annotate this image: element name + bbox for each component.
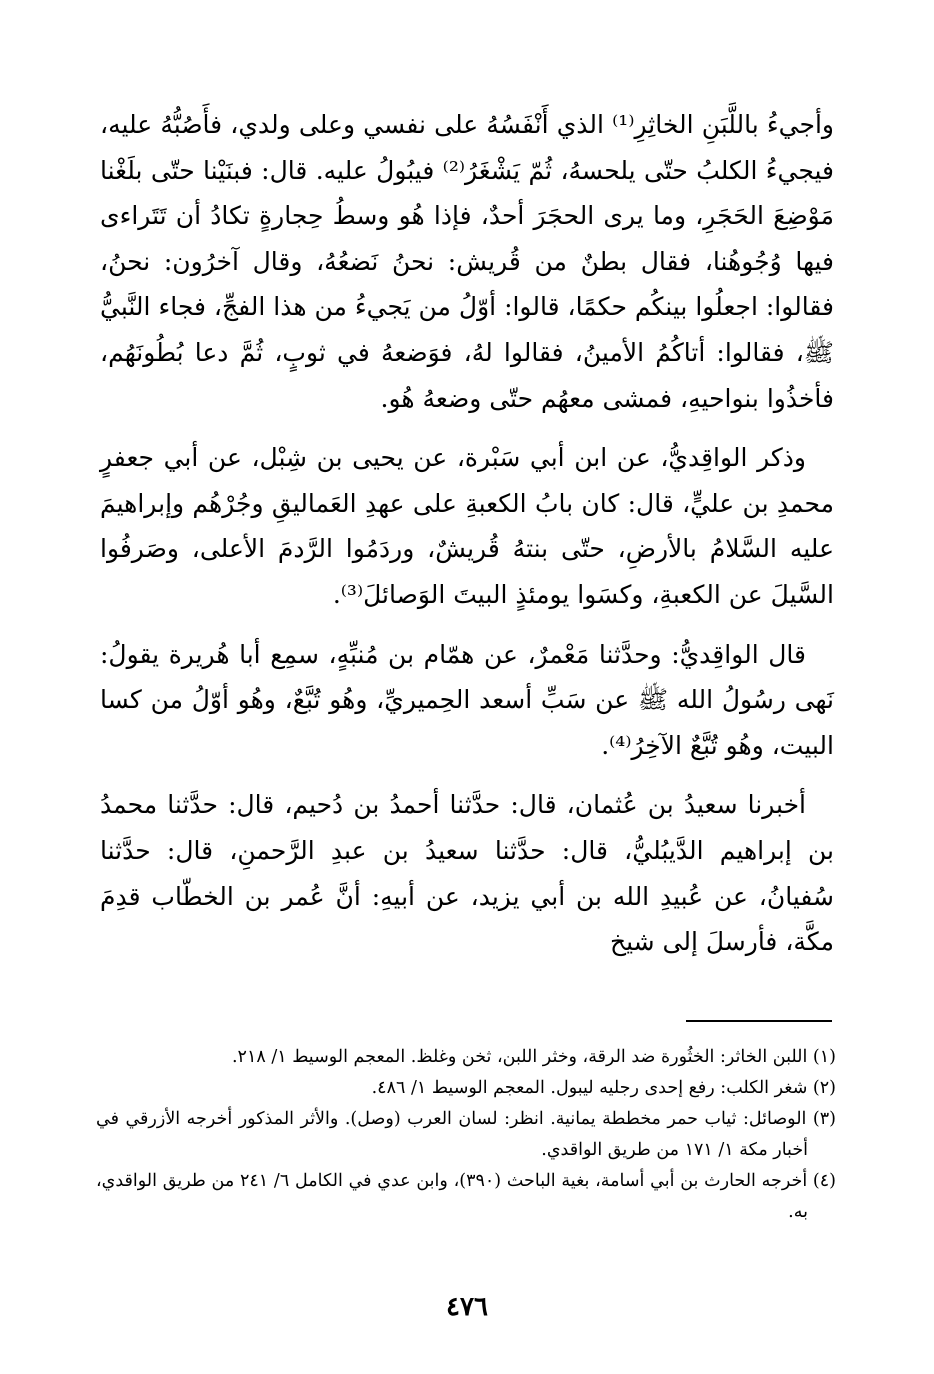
footnote-1: (١) اللبن الخاثر: الخثُورة ضد الرقة، وخثر اللبن، ثخن وغلظ. المعجم الوسيط ١/ ٢١٨.	[231, 1047, 836, 1067]
footnote-3: (٣) الوصائل: ثياب حمر مخططة يمانية. انظر: لسان العرب (وصل). والأثر المذكور أخرجه الأزرقي في أخبار مكة ١/ ١٧١ من طريق الواقدي.	[96, 1109, 836, 1160]
paragraph-2: وذكر الواقِديُّ، عن ابن أبي سَبْرة، عن يحيى بن شِبْل، عن أبي جعفرٍ محمدِ بن عليٍّ، قال: كان بابُ الكعبةِ على عهدِ العَماليقِ وجُرْهُم وإبراهيمَ عليه السَّلامُ بالأرضِ، حتّى بنتهُ قُريشٌ، وردَمُوا الرَّدمَ الأعلى، وصَرفُوا السَّيلَ عن الكعبةِ، وكسَوا يومئذٍ البيتَ الوَصائلَ⁽³⁾.	[100, 443, 834, 609]
footnote-separator	[686, 1020, 832, 1022]
footnote-4: (٤) أخرجه الحارث بن أبي أسامة، بغية الباحث (٣٩٠)، وابن عدي في الكامل ٦/ ٢٤١ من طريق الواقدي، به.	[96, 1171, 836, 1222]
main-text	[100, 102, 834, 979]
page-number: ٤٧٦	[446, 1292, 488, 1322]
paragraph-1: وأجيءُ باللَّبَنِ الخاثِرِ⁽¹⁾ الذي أَنْفَسُهُ على نفسي وعلى ولدي، فأَصُبُّهُ عليه، فيجيءُ الكلبُ حتّى يلحسهُ، ثُمّ يَشْغَرُ⁽²⁾ فيبُولُ عليه. قال: فبنَيْنا حتّى بلَغْنا مَوْضِعَ الحَجَرِ، وما يرى الحجَرَ أحدٌ، فإذا هُو وسطُ حِجارةٍ تكادُ أن تَتَراءى فيها وُجُوهُنا، فقال بطنٌ من قُريش: نحنُ نَضعُهُ، وقال آخرُون: نحنُ، فقالوا: اجعلُوا بينكُم حكمًا، قالوا: أوّلُ من يَجيءُ من هذا الفجِّ، فجاء النَّبيُّ ﷺ، فقالوا: أتاكُمُ الأمينُ، فقالوا لهُ، فوَضعهُ في ثوبٍ، ثُمَّ دعا بُطُونَهُم، فأخذُوا بنواحيهِ، فمشى معهُم حتّى وضعهُ هُو.	[100, 110, 834, 413]
paragraph-3: قال الواقِديُّ: وحدَّثنا مَعْمرٌ، عن همّام بن مُنبِّهٍ، سمِع أبا هُريرة يقولُ: نَهى رسُولُ الله ﷺ عن سَبِّ أسعد الحِميريِّ، وهُو تُبَّعٌ، وهُو أوّلُ من كسا البيت، وهُو تُبَّعٌ الآخِرُ⁽⁴⁾.	[100, 639, 834, 760]
footnote-2: (٢) شغر الكلب: رفع إحدى رجليه ليبول. المعجم الوسيط ١/ ٤٨٦.	[371, 1078, 836, 1098]
paragraph-4: أخبرنا سعيدُ بن عُثمان، قال: حدَّثنا أحمدُ بن دُحيم، قال: حدَّثنا محمدُ بن إبراهيم الدَّيبُليُّ، قال: حدَّثنا سعيدُ بن عبدِ الرَّحمنِ، قال: حدَّثنا سُفيانُ، عن عُبيدِ الله بن أبي يزيد، عن أبيهِ: أنَّ عُمر بن الخطّاب قدِمَ مكَّة، فأرسلَ إلى شيخ	[100, 790, 834, 957]
footnotes	[96, 1042, 836, 1228]
